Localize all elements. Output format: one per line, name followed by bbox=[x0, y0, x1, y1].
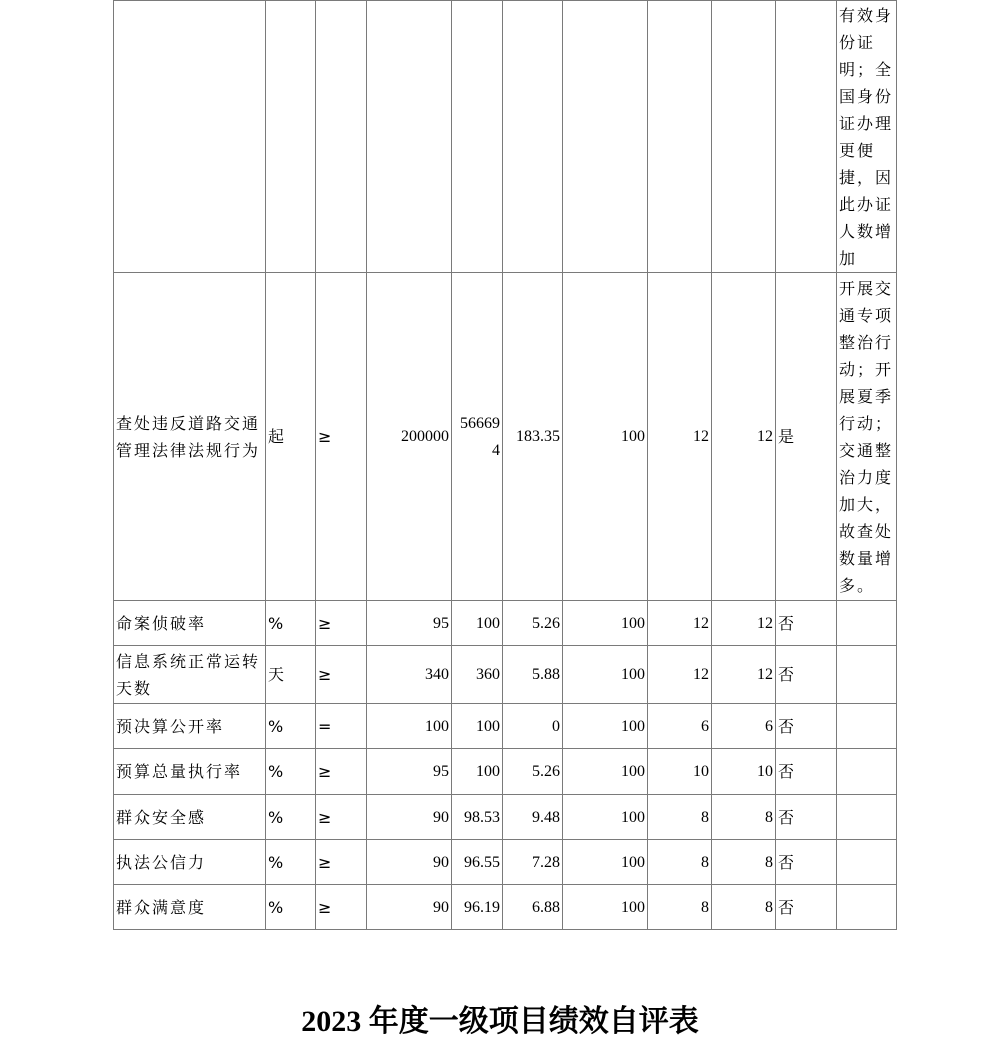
weight: 12 bbox=[648, 601, 712, 646]
deviation-rate: 183.35 bbox=[503, 273, 563, 601]
indicator-name: 查处违反道路交通管理法律法规行为 bbox=[114, 273, 266, 601]
deviation-flag: 否 bbox=[776, 840, 837, 885]
deviation-note: 开展交通专项整治行动；开展夏季行动；交通整治力度加大，故查处数量增多。 bbox=[837, 273, 897, 601]
performance-table bbox=[113, 0, 897, 930]
unit: % bbox=[266, 749, 316, 795]
score: 12 bbox=[712, 601, 776, 646]
empty-cell bbox=[114, 1, 266, 273]
operator: ≥ bbox=[316, 601, 367, 646]
indicator-name: 群众安全感 bbox=[114, 795, 266, 840]
operator: ≥ bbox=[316, 273, 367, 601]
weight: 12 bbox=[648, 273, 712, 601]
target-value: 95 bbox=[367, 749, 452, 795]
full-score: 100 bbox=[563, 601, 648, 646]
target-value: 90 bbox=[367, 885, 452, 930]
operator: ≥ bbox=[316, 885, 367, 930]
table-row bbox=[114, 601, 897, 646]
target-value: 90 bbox=[367, 840, 452, 885]
score: 12 bbox=[712, 273, 776, 601]
indicator-name: 信息系统正常运转天数 bbox=[114, 646, 266, 704]
actual-value: 566694 bbox=[452, 273, 503, 601]
deviation-note bbox=[837, 885, 897, 930]
score: 6 bbox=[712, 704, 776, 749]
actual-value: 360 bbox=[452, 646, 503, 704]
unit: % bbox=[266, 885, 316, 930]
empty-cell bbox=[266, 1, 316, 273]
table-row bbox=[114, 795, 897, 840]
actual-value: 96.55 bbox=[452, 840, 503, 885]
unit: 天 bbox=[266, 646, 316, 704]
table-row bbox=[114, 749, 897, 795]
deviation-rate: 5.88 bbox=[503, 646, 563, 704]
actual-value: 100 bbox=[452, 704, 503, 749]
table-row bbox=[114, 885, 897, 930]
actual-value: 96.19 bbox=[452, 885, 503, 930]
deviation-note: 有效身份证明；全国身份证办理更便捷，因此办证人数增加 bbox=[837, 1, 897, 273]
full-score: 100 bbox=[563, 749, 648, 795]
indicator-name: 群众满意度 bbox=[114, 885, 266, 930]
score: 8 bbox=[712, 885, 776, 930]
section-title: 2023 年度一级项目绩效自评表 bbox=[301, 1005, 699, 1038]
deviation-flag: 是 bbox=[776, 273, 837, 601]
deviation-rate: 6.88 bbox=[503, 885, 563, 930]
deviation-note bbox=[837, 749, 897, 795]
unit: % bbox=[266, 840, 316, 885]
full-score: 100 bbox=[563, 704, 648, 749]
target-value: 95 bbox=[367, 601, 452, 646]
deviation-flag: 否 bbox=[776, 795, 837, 840]
deviation-flag: 否 bbox=[776, 704, 837, 749]
deviation-rate: 0 bbox=[503, 704, 563, 749]
target-value: 100 bbox=[367, 704, 452, 749]
indicator-name: 预决算公开率 bbox=[114, 704, 266, 749]
table-row bbox=[114, 646, 897, 704]
deviation-rate: 5.26 bbox=[503, 601, 563, 646]
indicator-name: 预算总量执行率 bbox=[114, 749, 266, 795]
deviation-note bbox=[837, 704, 897, 749]
empty-cell bbox=[367, 1, 452, 273]
score: 8 bbox=[712, 840, 776, 885]
table-row bbox=[114, 273, 897, 601]
deviation-note bbox=[837, 646, 897, 704]
actual-value: 98.53 bbox=[452, 795, 503, 840]
empty-cell bbox=[776, 1, 837, 273]
weight: 6 bbox=[648, 704, 712, 749]
table-row bbox=[114, 704, 897, 749]
target-value: 200000 bbox=[367, 273, 452, 601]
deviation-note bbox=[837, 795, 897, 840]
weight: 8 bbox=[648, 795, 712, 840]
full-score: 100 bbox=[563, 885, 648, 930]
table-row bbox=[114, 1, 897, 273]
score: 8 bbox=[712, 795, 776, 840]
unit: % bbox=[266, 795, 316, 840]
deviation-flag: 否 bbox=[776, 601, 837, 646]
deviation-flag: 否 bbox=[776, 749, 837, 795]
target-value: 90 bbox=[367, 795, 452, 840]
operator: ≥ bbox=[316, 795, 367, 840]
empty-cell bbox=[452, 1, 503, 273]
empty-cell bbox=[648, 1, 712, 273]
indicator-name: 执法公信力 bbox=[114, 840, 266, 885]
deviation-note bbox=[837, 601, 897, 646]
deviation-rate: 5.26 bbox=[503, 749, 563, 795]
full-score: 100 bbox=[563, 273, 648, 601]
actual-value: 100 bbox=[452, 749, 503, 795]
empty-cell bbox=[712, 1, 776, 273]
weight: 10 bbox=[648, 749, 712, 795]
full-score: 100 bbox=[563, 795, 648, 840]
score: 12 bbox=[712, 646, 776, 704]
operator: ≥ bbox=[316, 749, 367, 795]
deviation-note bbox=[837, 840, 897, 885]
deviation-flag: 否 bbox=[776, 885, 837, 930]
deviation-rate: 7.28 bbox=[503, 840, 563, 885]
empty-cell bbox=[316, 1, 367, 273]
unit: % bbox=[266, 704, 316, 749]
operator: ≥ bbox=[316, 646, 367, 704]
unit: % bbox=[266, 601, 316, 646]
weight: 8 bbox=[648, 840, 712, 885]
full-score: 100 bbox=[563, 646, 648, 704]
full-score: 100 bbox=[563, 840, 648, 885]
weight: 8 bbox=[648, 885, 712, 930]
weight: 12 bbox=[648, 646, 712, 704]
deviation-flag: 否 bbox=[776, 646, 837, 704]
operator: ≥ bbox=[316, 840, 367, 885]
deviation-rate: 9.48 bbox=[503, 795, 563, 840]
target-value: 340 bbox=[367, 646, 452, 704]
score: 10 bbox=[712, 749, 776, 795]
actual-value: 100 bbox=[452, 601, 503, 646]
table-row bbox=[114, 840, 897, 885]
indicator-name: 命案侦破率 bbox=[114, 601, 266, 646]
empty-cell bbox=[563, 1, 648, 273]
unit: 起 bbox=[266, 273, 316, 601]
operator: = bbox=[316, 704, 367, 749]
empty-cell bbox=[503, 1, 563, 273]
